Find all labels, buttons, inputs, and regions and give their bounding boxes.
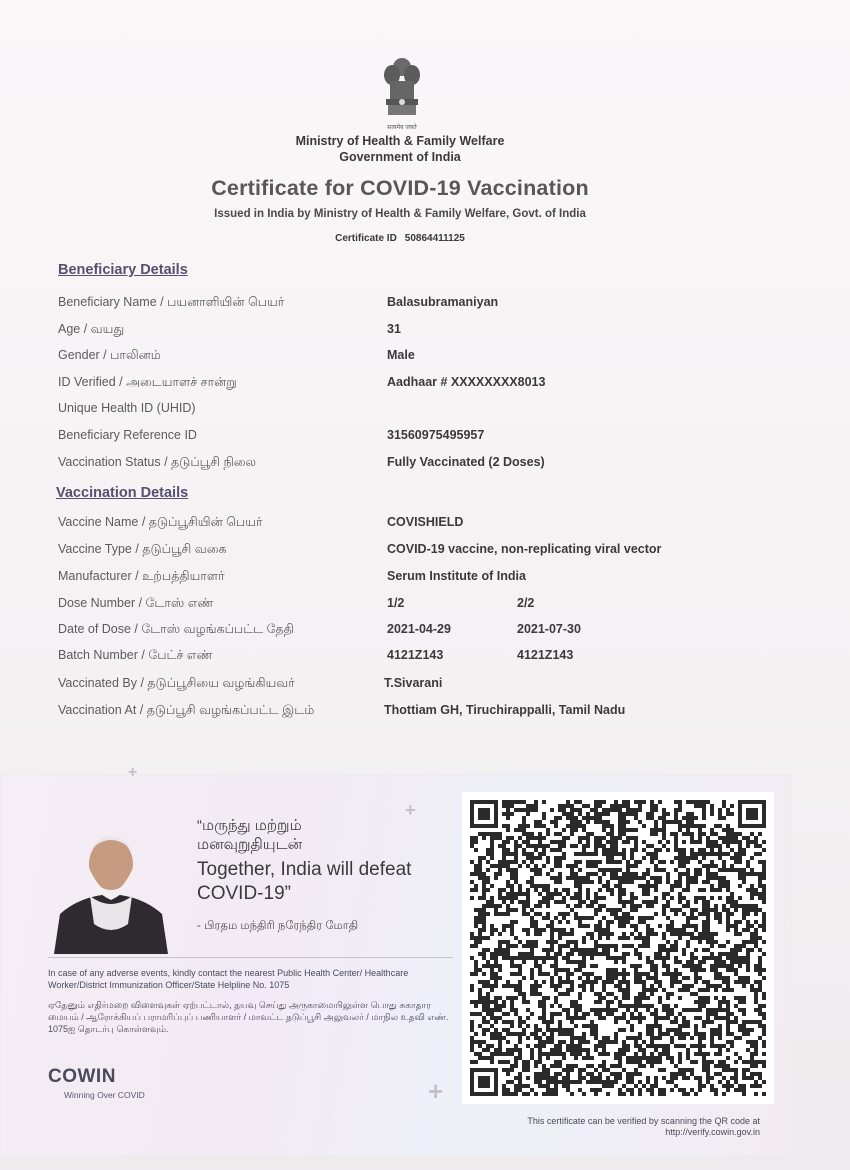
detail-row xyxy=(0,648,850,668)
dose-2-value: 4121Z143 xyxy=(517,648,574,662)
ministry-name: Ministry of Health & Family Welfare xyxy=(295,134,505,148)
detail-value: T.Sivarani xyxy=(384,676,443,690)
dose-1-value: 4121Z143 xyxy=(387,648,444,662)
detail-value: Aadhaar # XXXXXXXX8013 xyxy=(387,375,546,389)
detail-label: Vaccine Type / தடுப்பூசி வகை xyxy=(58,542,227,556)
detail-row xyxy=(0,542,850,562)
detail-row xyxy=(0,569,850,589)
detail-label: ID Verified / அடையாளச் சான்று xyxy=(58,375,237,389)
government-name: Government of India xyxy=(339,150,461,164)
detail-label: Dose Number / டோஸ் எண் xyxy=(58,596,214,610)
detail-row xyxy=(0,703,850,723)
verification-url: http://verify.cowin.gov.in xyxy=(665,1127,760,1137)
detail-label: Batch Number / பேட்ச் எண் xyxy=(58,648,213,662)
certificate-id-value: 50864411125 xyxy=(404,233,465,244)
detail-label: Beneficiary Name / பயனாளியின் பெயர் xyxy=(58,295,285,309)
detail-label: Gender / பாலினம் xyxy=(58,348,161,362)
certificate-id-label: Certificate ID xyxy=(335,233,397,244)
adverse-notice-tamil: ஏதேனும் எதிர்மறை விளைவுகள் ஏற்பட்டால், தயவு செய்து அருகாமையிலுள்ள பொது சுகாதார மையம் / ஆரோக்கியப் பராமரிப்புப் பணியாளர் / மாவட்ட தடுப்பூசி அலுவலர் / மாநில உதவி எண். 1075ஐ தொடர்பு கொள்ளவும். xyxy=(48,1000,449,1034)
detail-label: Unique Health ID (UHID) xyxy=(58,401,196,415)
detail-value: COVID-19 vaccine, non-replicating viral vector xyxy=(387,542,662,556)
emblem-caption: सत्यमेव जयते xyxy=(387,124,417,131)
plus-decoration-icon: + xyxy=(405,800,416,820)
plus-decoration-icon: + xyxy=(128,764,138,781)
detail-value: Balasubramaniyan xyxy=(387,295,499,309)
detail-row xyxy=(0,401,850,421)
detail-row xyxy=(0,676,850,696)
detail-row xyxy=(0,375,850,395)
verification-note xyxy=(470,1116,760,1138)
quote-attribution: - பிரதம மந்திரி நரேந்திர மோதி xyxy=(197,920,359,932)
detail-row xyxy=(0,596,850,616)
quote-english-line-1: Together, India will defeat xyxy=(197,859,412,880)
quote-tamil-line-1: “மருந்து மற்றும் xyxy=(197,817,302,834)
detail-value: 31560975495957 xyxy=(387,428,485,442)
issued-by: Issued in India by Ministry of Health & Family Welfare, Govt. of India xyxy=(214,208,586,220)
verification-qr-code xyxy=(462,792,774,1104)
cowin-logo: COWIN xyxy=(48,1066,116,1087)
detail-value: Thottiam GH, Tiruchirappalli, Tamil Nadu xyxy=(384,703,626,717)
detail-label: Date of Dose / டோஸ் வழங்கப்பட்ட தேதி xyxy=(58,622,294,636)
detail-value: Fully Vaccinated (2 Doses) xyxy=(387,455,545,469)
dose-1-value: 2021-04-29 xyxy=(387,622,451,636)
detail-value: Male xyxy=(387,348,415,362)
detail-label: Vaccinated By / தடுப்பூசியை வழங்கியவர் xyxy=(58,676,295,690)
national-emblem-icon xyxy=(378,55,426,135)
beneficiary-details-heading: Beneficiary Details xyxy=(58,262,188,278)
certificate-title: Certificate for COVID-19 Vaccination xyxy=(211,176,589,200)
detail-row xyxy=(0,455,850,475)
adverse-event-notice xyxy=(48,967,458,1035)
quote-english-line-2: COVID-19” xyxy=(197,883,291,904)
detail-label: Vaccination At / தடுப்பூசி வழங்கப்பட்ட இடம் xyxy=(58,703,315,717)
detail-row xyxy=(0,515,850,535)
pm-quote xyxy=(197,816,457,934)
detail-label: Vaccination Status / தடுப்பூசி நிலை xyxy=(58,455,257,469)
verification-note-line-1: This certificate can be verified by scanning the QR code at xyxy=(527,1116,760,1126)
quote-tamil-line-2: மனவுறுதியுடன் xyxy=(197,836,303,853)
detail-label: Manufacturer / உற்பத்தியாளர் xyxy=(58,569,225,583)
detail-row xyxy=(0,348,850,368)
certificate-id xyxy=(0,233,800,244)
adverse-notice-english: In case of any adverse events, kindly contact the nearest Public Health Center/ Healthcare Worker/District Immunization Officer/State Helpline No. 1075 xyxy=(48,968,409,990)
detail-label: Beneficiary Reference ID xyxy=(58,428,197,442)
prime-minister-portrait xyxy=(50,824,172,954)
cowin-tagline: Winning Over COVID xyxy=(64,1090,145,1100)
dose-2-value: 2/2 xyxy=(517,596,535,610)
qr-code-icon xyxy=(470,800,766,1096)
detail-row xyxy=(0,295,850,315)
detail-value: COVISHIELD xyxy=(387,515,464,529)
dose-2-value: 2021-07-30 xyxy=(517,622,581,636)
dose-1-value: 1/2 xyxy=(387,596,405,610)
detail-row xyxy=(0,322,850,342)
detail-label: Vaccine Name / தடுப்பூசியின் பெயர் xyxy=(58,515,263,529)
plus-decoration-icon: + xyxy=(428,1076,444,1106)
issuing-authority xyxy=(0,133,800,165)
banner-divider xyxy=(48,957,453,958)
detail-row xyxy=(0,428,850,448)
detail-label: Age / வயது xyxy=(58,322,125,336)
detail-row xyxy=(0,622,850,642)
detail-value: Serum Institute of India xyxy=(387,569,526,583)
detail-value: 31 xyxy=(387,322,401,336)
vaccination-details-heading: Vaccination Details xyxy=(56,485,189,501)
